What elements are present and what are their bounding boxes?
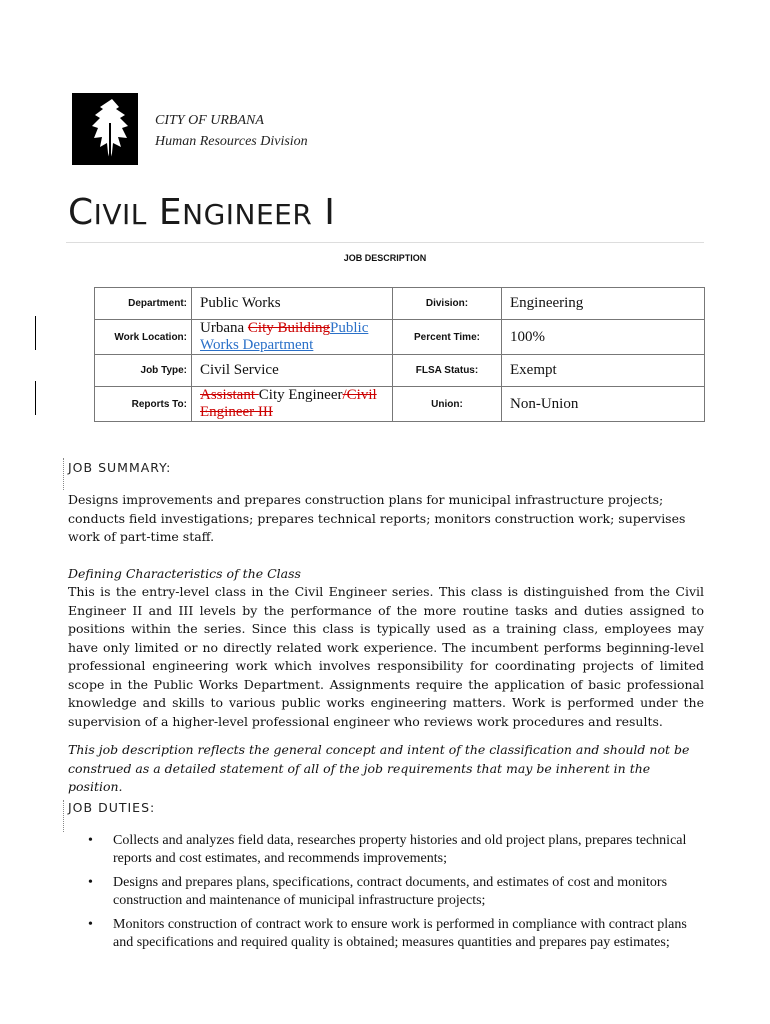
duty-text: Collects and analyzes field data, researches property histories and old project plans, prepares technical reports and cost estimates, and recommends improvements;: [113, 833, 687, 866]
table-row: [95, 288, 705, 320]
section-marker: [63, 458, 64, 490]
job-duties-heading: JOB DUTIES:: [68, 800, 156, 815]
bullet-icon: •: [88, 917, 93, 932]
list-item: [86, 832, 696, 868]
reports-value: [192, 387, 393, 422]
job-title: [68, 192, 335, 233]
location-text: Urbana: [200, 320, 248, 336]
section-marker: [63, 800, 64, 832]
table-row: [95, 387, 705, 422]
reports-text: City Engineer: [258, 387, 343, 403]
bullet-icon: •: [88, 875, 93, 890]
duty-text: Monitors construction of contract work to ensure work is performed in compliance with contract plans and specifications and required quality is obtained; measures quantities and prepares pay estimates;: [113, 917, 687, 950]
characteristics-heading: Defining Characteristics of the Class: [68, 566, 301, 581]
reports-label: Reports To:: [95, 387, 192, 422]
bullet-icon: •: [88, 833, 93, 848]
job-info-table: [94, 287, 705, 422]
jobtype-label: Job Type:: [95, 355, 192, 387]
city-logo-leaf-icon: [72, 93, 138, 165]
flsa-value: Exempt: [502, 355, 705, 387]
division-value: Engineering: [502, 288, 705, 320]
department-value: Public Works: [192, 288, 393, 320]
list-item: [86, 874, 696, 910]
union-label: Union:: [393, 387, 502, 422]
title-cap: E: [158, 192, 183, 233]
table-row: [95, 355, 705, 387]
revision-change-bar: [35, 381, 36, 415]
disclaimer-text: This job description reflects the general concept and intent of the classification and should not be construed as a detailed statement of all of the job requirements that may be inherent in the position.: [68, 742, 690, 794]
location-value: [192, 320, 393, 355]
division-label: Division:: [393, 288, 502, 320]
location-label: Work Location:: [95, 320, 192, 355]
duty-text: Designs and prepares plans, specifications, contract documents, and estimates of cost and monitors construction and maintenance of municipal infrastructure projects;: [113, 875, 668, 908]
org-division: Human Resources Division: [155, 134, 308, 149]
title-cap: C: [68, 192, 94, 233]
table-row: [95, 320, 705, 355]
title-numeral: I: [324, 192, 336, 233]
title-divider: [66, 242, 704, 243]
list-item: [86, 916, 696, 952]
location-deleted-text: City Building: [247, 320, 331, 336]
reports-deleted-text: /Civil Engineer III: [200, 387, 377, 420]
title-smallcaps: NGINEER: [182, 198, 313, 231]
characteristics-text: This is the entry-level class in the Civil Engineer series. This class is distinguished from the Civil Engineer II and III levels by the performance of the more routine tasks and duties assigned to positions within the series. Since this class is typically used as a training class, employees may have only limited or no directly related work experience. The incumbent performs beginning-level professional engineering work which involves responsibility for coordinating projects of limited scope in the Public Works Department. Assignments require the application of basic professional knowledge and skills to various public works engineering matters. Work is performed under the supervision of a higher-level professional engineer who reviews work procedures and results.: [68, 584, 704, 729]
revision-change-bar: [35, 316, 36, 350]
title-smallcaps: IVIL: [93, 198, 147, 231]
percent-value: 100%: [502, 320, 705, 355]
job-summary-text: Designs improvements and prepares construction plans for municipal infrastructure projects; conducts field investigations; prepares technical reports; monitors construction work; supervises work of part-time staff.: [68, 492, 686, 544]
location-inserted-text: Public Works Department: [200, 320, 369, 353]
org-name: CITY OF URBANA: [155, 113, 264, 128]
reports-deleted-text: Assistant: [200, 387, 259, 403]
job-summary-heading: JOB SUMMARY:: [68, 460, 172, 475]
percent-label: Percent Time:: [393, 320, 502, 355]
jobtype-value: Civil Service: [192, 355, 393, 387]
union-value: Non-Union: [502, 387, 705, 422]
department-label: Department:: [95, 288, 192, 320]
section-label: JOB DESCRIPTION: [343, 253, 427, 263]
job-duties-list: [86, 832, 696, 958]
organization-header: [155, 110, 308, 152]
flsa-label: FLSA Status:: [393, 355, 502, 387]
